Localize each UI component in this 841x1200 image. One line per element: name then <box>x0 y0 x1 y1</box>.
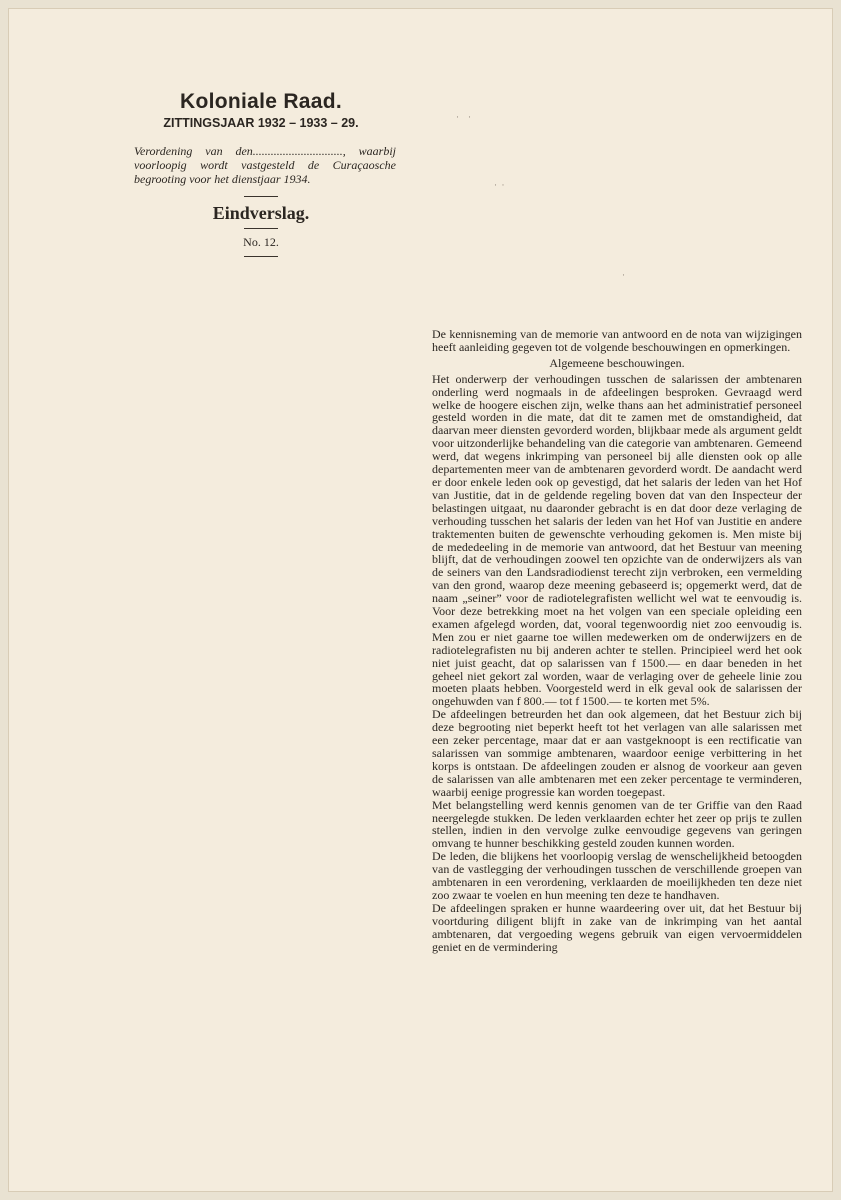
council-title: Koloniale Raad. <box>179 90 343 113</box>
body-paragraph: De leden, die blijkens het voorloopig verslag de wenschelijkheid betoogden van de vastlegging der verhoudingen tusschen de verschillende groepen van ambtenaren in een verordening, verklaarden de moeilijkheden ten deze niet zoo zwaar te voelen en hun meening ten deze te handhaven. <box>432 849 802 902</box>
divider <box>244 228 278 229</box>
session-year: ZITTINGSJAAR 1932 – 1933 – 29. <box>163 116 359 130</box>
report-title: Eindverslag. <box>212 203 310 223</box>
section-heading: Algemeene beschouwingen. <box>549 355 685 370</box>
divider <box>244 256 278 257</box>
body-paragraph: De afdeelingen spraken er hunne waardeering over uit, dat het Bestuur bij voortduring diligent blijft in zake van de inkrimping van het aantal ambtenaren, dat vergoeding wegens gebruik van eigen vervoermiddelen geniet en de vermindering <box>432 900 802 954</box>
masthead <box>126 90 396 257</box>
scan-speck: · · <box>456 112 471 122</box>
report-number: No. 12. <box>243 235 279 249</box>
intro-paragraph: De kennisneming van de memorie van antwoord en de nota van wijzigingen heeft aanleiding gegeven tot de volgende beschouwingen en opmerkingen. <box>432 327 802 354</box>
body-paragraph: De afdeelingen betreurden het dan ook algemeen, dat het Bestuur zich bij deze begrooting niet beperkt heeft tot het verlagen van alle salarissen met een zeker percentage, maar dat er aan vastgeknoopt is een rectificatie van salarissen van sommige ambtenaren, waardoor eenige verbittering in het korps is ontstaan. De afdeelingen zouden er alsnog de voorkeur aan geven de salarissen van alle ambtenaren met een zeker percentage te verminderen, waarbij eenige progressie kan worden toegepast. <box>432 707 802 799</box>
body-paragraph: Met belangstelling werd kennis genomen van de ter Griffie van den Raad neergelegde stukken. De leden verklaarden echter het zeer op prijs te zullen stellen, indien in den vervolge zulke eenvoudige gegevens van geringen omvang te hunner beschikking gesteld zouden kunnen worden. <box>432 797 802 851</box>
body-paragraph: Het onderwerp der verhoudingen tusschen de salarissen der ambtenaren onderling werd nogmaals in de afdeelingen besproken. Gevraagd werd welke de hoogere eischen zijn, welke thans aan het administratief personeel gesteld worden in die mate, dat dit te zamen met de omstandigheid, dat daarvan meer diensten gevorderd worden, blijkbaar mede als argument geldt voor uitzonderlijke behandeling van die categorie van ambtenaren. Gemeend werd, dat wegens inkrimping van personeel bij alle diensten ook op alle departementen meer van de ambtenaren gevorderd wordt. De aandacht werd er door enkele leden ook op gevestigd, dat het salaris der leden van het Hof van Justitie, dat in de geldende regeling boven dat van den Inspecteur der belastingen uitgaat, nu daaronder gebracht is en dat door deze verlaging de verhouding tusschen het salaris der leden van het Hof van Justitie en andere traktementen buiten de gewenschte verhouding gekomen is. Men miste bij de mededeeling in de memorie van antwoord, dat het Bestuur van meening blijft, dat de verhoudingen zoowel ten opzichte van de onderwijzers als van de seiners van den Landsradiodienst terecht zijn verbroken, een vermelding van den grond, waarop deze meening gebaseerd is; opgemerkt werd, dat de naam „seiner” voor de radiotelegrafisten wellicht wel wat te eenvoudig is. Voor deze betrekking moet na het volgen van een speciale opleiding een examen afgelegd worden, dat, vooral tegenwoordig niet zoo eenvoudig is. Men zou er niet gaarne toe willen medewerken om de onderwijzers en de radiotelegrafisten nu bij anderen achter te stellen. Principieel werd het ook niet juist geacht, dat op salarissen van f 1500.— en daar beneden in het geheel niet gekort zal worden, waar de verlaging over de geheele linie zou moeten plaats hebben. Voorgesteld werd in elk geval ook de salarissen der ongehuwden van f 800.— tot f 1500.— te korten met 5%. <box>432 371 802 709</box>
document-page <box>8 8 833 1192</box>
scan-speck: · · <box>494 180 505 190</box>
report-body <box>432 328 802 954</box>
divider <box>244 196 278 197</box>
decree-description: Verordening van den.............................., waarbij voorloopig wordt vastgesteld de Curaçaosche begrooting voor het dienstjaar 1934. <box>134 144 396 186</box>
scan-speck: · <box>622 270 625 280</box>
